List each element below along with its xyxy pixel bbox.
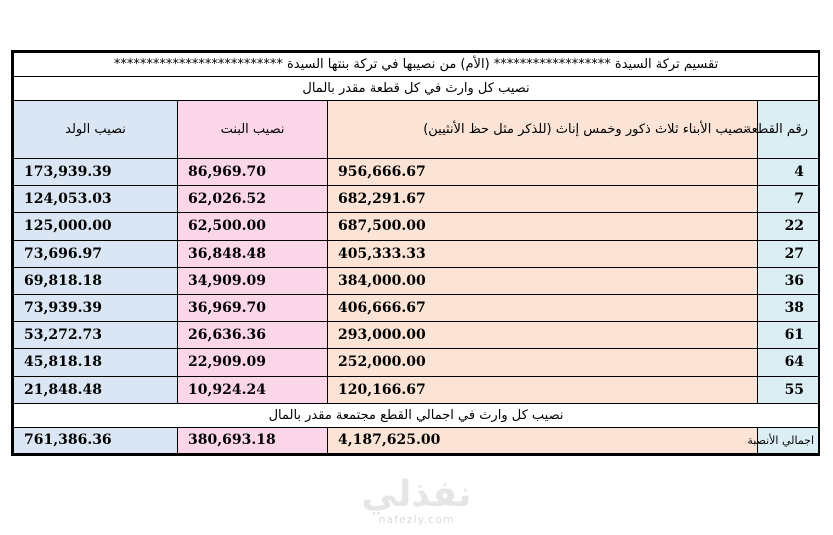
cell-daughter: 86,969.70 [178,159,328,186]
cell-plot: 36 [758,267,819,294]
cell-total: 293,000.00 [328,322,758,349]
cell-total: 406,666.67 [328,294,758,321]
title-row [14,53,819,77]
watermark-site: nafezly.com [378,513,455,526]
cell-daughter: 26,636.36 [178,322,328,349]
inheritance-sheet [11,50,820,456]
cell-daughter: 34,909.09 [178,267,328,294]
table-row [14,240,819,267]
header-son-share: نصيب الولد [14,101,178,159]
cell-plot: 7 [758,186,819,213]
totals-total: 4,187,625.00 [328,427,758,453]
cell-total: 384,000.00 [328,267,758,294]
watermark [0,476,833,526]
cell-plot: 38 [758,294,819,321]
totals-son: 761,386.36 [14,427,178,453]
cell-plot: 27 [758,240,819,267]
cell-daughter: 62,500.00 [178,213,328,240]
table-row [14,186,819,213]
cell-daughter: 10,924.24 [178,376,328,403]
header-row [14,101,819,159]
cell-son: 173,939.39 [14,159,178,186]
cell-son: 73,696.97 [14,240,178,267]
header-plot-number: رقم القطعة [758,101,819,159]
subtitle-total: نصيب كل وارث في اجمالي القطع مجتمعة مقدر بالمال [14,403,819,427]
totals-daughter: 380,693.18 [178,427,328,453]
header-children-share: نصيب الأبناء ثلاث ذكور وخمس إناث (للذكر مثل حظ الأنثيين) [328,101,758,159]
document-title: تقسيم تركة السيدة ****************** (الأم) من نصيبها في تركة بنتها السيدة ************************** [14,53,819,77]
cell-son: 69,818.18 [14,267,178,294]
subtitle-per-plot: نصيب كل وارث في كل قطعة مقدر بالمال [14,77,819,101]
subtitle-row [14,77,819,101]
header-daughter-share: نصيب البنت [178,101,328,159]
cell-total: 405,333.33 [328,240,758,267]
cell-son: 73,939.39 [14,294,178,321]
cell-son: 125,000.00 [14,213,178,240]
table-row [14,267,819,294]
cell-plot: 4 [758,159,819,186]
totals-label: اجمالي الأنصبة [758,427,819,453]
cell-total: 682,291.67 [328,186,758,213]
table-row [14,322,819,349]
cell-total: 120,166.67 [328,376,758,403]
cell-son: 124,053.03 [14,186,178,213]
table-row [14,294,819,321]
cell-plot: 55 [758,376,819,403]
watermark-brand: نفذلي [361,474,472,515]
cell-plot: 64 [758,349,819,376]
subtitle-total-row [14,403,819,427]
cell-son: 21,848.48 [14,376,178,403]
cell-plot: 22 [758,213,819,240]
cell-son: 53,272.73 [14,322,178,349]
cell-total: 252,000.00 [328,349,758,376]
cell-daughter: 36,969.70 [178,294,328,321]
cell-plot: 61 [758,322,819,349]
cell-son: 45,818.18 [14,349,178,376]
cell-daughter: 36,848.48 [178,240,328,267]
cell-total: 687,500.00 [328,213,758,240]
table-row [14,213,819,240]
table-row [14,349,819,376]
cell-daughter: 62,026.52 [178,186,328,213]
totals-row [14,427,819,453]
table-row [14,376,819,403]
cell-daughter: 22,909.09 [178,349,328,376]
table-row [14,159,819,186]
cell-total: 956,666.67 [328,159,758,186]
inheritance-table [13,52,819,454]
